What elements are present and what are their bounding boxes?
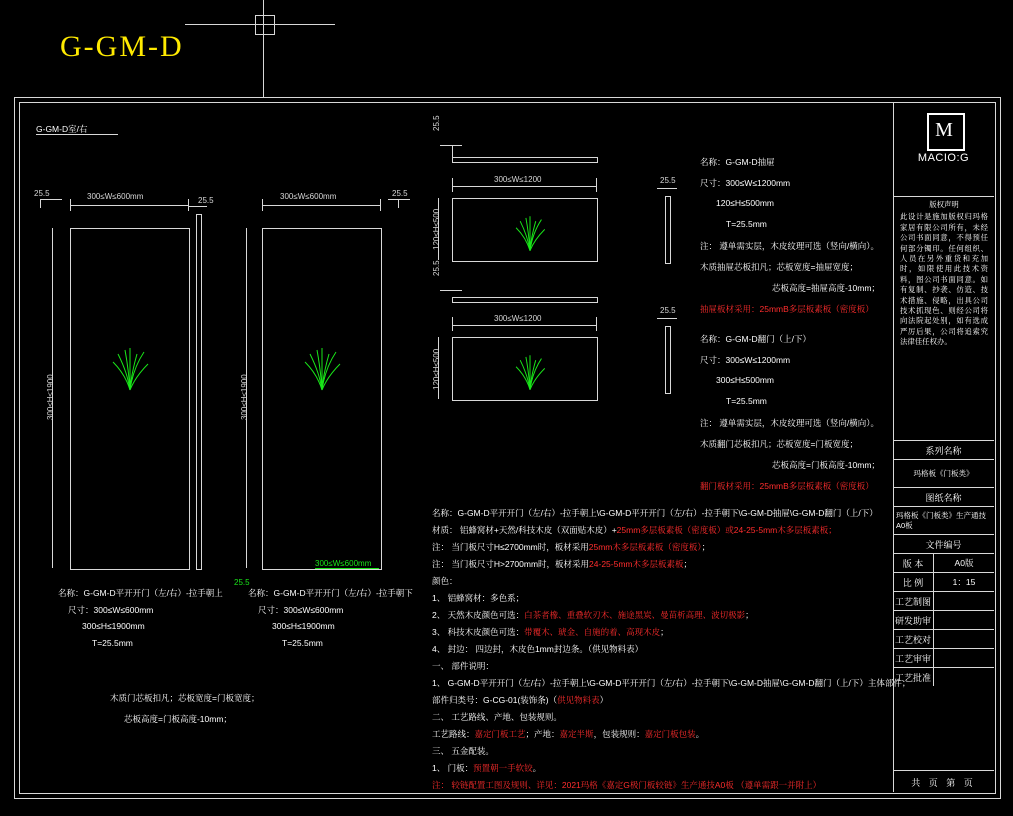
door-view-1-thickness: T=25.5mm [92, 638, 133, 648]
spec-note-segment: 白茶者橡、重叠软刃木、施途黑炭、曼苗析高理、波切极影 [524, 610, 746, 620]
page-title: G-GM-D [60, 30, 184, 63]
door-view-2-width-dim: 300≤W≤600mm [280, 192, 337, 201]
spec-note-line [432, 556, 910, 573]
flipdoor-side-edge-view [665, 326, 671, 394]
spec-note-segment: ； [701, 542, 711, 552]
title-block-row [893, 610, 994, 629]
drawer-side-tick [657, 188, 677, 189]
door-view-1-ext-left [70, 199, 71, 211]
wood-grain-motif-2 [300, 340, 344, 392]
door-view-1-size2: 300≤H≤1900mm [82, 621, 145, 631]
spec-note-line [432, 573, 910, 590]
title-block-row [893, 572, 994, 591]
spec-note-segment: 注： 当门板尺寸H≤2700mm时，板材采用 [432, 542, 589, 552]
spec-note-segment: 带覆木、琥金、自施的着、高现木皮 [524, 627, 661, 637]
title-block-row-label: 版 本 [893, 554, 934, 572]
wood-grain-motif-3 [512, 208, 548, 254]
title-block-row [893, 553, 994, 572]
drawer-width-ext-right [596, 178, 597, 192]
spec-note-segment: ； [660, 627, 669, 637]
spec-note-line [432, 658, 910, 675]
spec-note-segment: ；产地： [525, 729, 560, 739]
door-view-2-name: 名称：G-GM-D平开开门（左/右）-拉手朝下 [248, 588, 413, 598]
spec-note-line [432, 692, 910, 709]
drawer-edge-thickness-dim: 25.5 [432, 115, 441, 131]
door-view-2-thickness: T=25.5mm [282, 638, 323, 648]
drawer-block-name: 名称：G-GM-D抽屉 [700, 157, 775, 167]
page-count-row: 共 页 第 页 [893, 770, 994, 793]
title-block-heading: 系列名称 [893, 440, 994, 459]
door-view-2-tick-v [398, 199, 399, 208]
spec-note-line [432, 777, 910, 794]
spec-note-segment: 。 [532, 763, 542, 773]
flipdoor-block-note: 注： 遵单需实层，木皮纹理可选（竖向/横向）。 [700, 418, 879, 428]
door-view-1-size1: 尺寸：300≤W≤600mm [68, 605, 154, 615]
drawer-block-line1: 木质抽屉芯板扣凡；芯板宽度=抽屉宽度； [700, 262, 858, 272]
spec-note-segment: 名称：G-GM-D平开开门（左/右）-拉手朝上\G-GM-D平开开门（左/右）-拉手朝下\G-GM-D抽屉\G-GM-D翻门（上/下） [432, 508, 878, 518]
title-block-row-label: 工艺校对 [893, 630, 934, 648]
left-note-1: 木质门芯板扣凡；芯板宽度=门板宽度； [110, 693, 260, 703]
spec-note-segment: 1、 G-GM-D平开开门（左/右）-拉手朝上\G-GM-D平开开门（左/右）-拉手朝下\G-GM-D抽屉\G-GM-D翻门（上/下）主体部件； [432, 678, 911, 688]
spec-note-line [432, 760, 910, 777]
spec-note-segment: 材质： 铝蜂窝材+天然/科技木皮（双面贴木皮）+ [432, 525, 617, 535]
spec-note-line [432, 539, 910, 556]
title-block-divider-1 [893, 196, 994, 197]
legal-notice-body: 此设计是施加版权归玛格家居有限公司所有，未经公司书面同意，不得预任何部分镯印。任何组织、人员在另外重货和充加时，如限使用此技术资料，图公司书面同意。如有复制、抄袭、仿造、技术措施、侵略，出具公司技术抓现色、则经公司将向法院起处别，如有选成严厉后果，公司将追索究法律佳任权办。 [900, 212, 988, 347]
flipdoor-block-name: 名称：G-GM-D翻门（上/下） [700, 334, 811, 344]
door-view-2-tick-top [388, 199, 410, 200]
title-block-row-label: 工艺批准 [893, 668, 934, 686]
flipdoor-side-thickness-dim: 25.5 [660, 306, 676, 315]
spec-note-segment: ） [599, 695, 609, 705]
door-edge-dim-tick [189, 206, 207, 207]
door-view-1-ext-right [188, 199, 189, 211]
door-view-1-tick-v [40, 199, 41, 208]
spec-note-segment: 1、 门板： [432, 763, 474, 773]
door-view-2-outline [262, 228, 382, 570]
spec-note-segment: 。 [695, 729, 705, 739]
spec-note-segment: 嘉定门板工艺 [474, 729, 526, 739]
spec-note-segment: 二、 工艺路线、产地、包装规则。 [432, 712, 562, 722]
flipdoor-block-line2: 芯板高度=门板高度-10mm； [772, 460, 880, 470]
drawer-edge-view-outline [452, 157, 598, 163]
drawer-edge-tick [440, 145, 462, 146]
spec-note-line [432, 726, 910, 743]
spec-note-segment: 注： 当门板尺寸H>2700mm时，板材采用 [432, 559, 590, 569]
spec-note-line [432, 743, 910, 760]
spec-note-line [432, 624, 910, 641]
spec-note-line [432, 590, 910, 607]
title-block-row-value[interactable]: 1：15 [952, 577, 976, 587]
registration-mark-box [255, 15, 275, 35]
wood-grain-motif-1 [108, 340, 152, 392]
flipdoor-height-dim: 120≤H≤500 [432, 348, 441, 390]
spec-note-line [432, 641, 910, 658]
spec-note-segment: 三、 五金配装。 [432, 746, 494, 756]
spec-note-segment: 嘉定门板包装 [644, 729, 696, 739]
door-view-2-thickness-dim: 25.5 [392, 189, 408, 198]
door-view-1-width-dim: 300≤W≤600mm [87, 192, 144, 201]
drawer-width-dim-line [452, 186, 596, 187]
flipdoor-block-red-note: 翻门板材采用：25mmB多层板素板（密度板） [700, 481, 874, 491]
wood-grain-motif-4 [512, 347, 548, 393]
door-edge-view-outline [196, 214, 202, 570]
title-block-row-label: 研发助审 [893, 611, 934, 629]
title-block-row [893, 591, 994, 610]
title-block-row-label: 工艺制图 [893, 592, 934, 610]
spec-note-segment: 25mm木多层板素板（密度板） [588, 542, 702, 552]
title-block-heading: 图纸名称 [893, 487, 994, 506]
door-view-1-name: 名称：G-GM-D平开开门（左/右）-拉手朝上 [58, 588, 223, 598]
flipdoor-block-size1: 尺寸：300≤W≤1200mm [700, 355, 791, 365]
drawer-edge-ext-left [452, 145, 453, 157]
drawer-block-red-note: 抽屉板材采用：25mmB多层板素板（密度板） [700, 304, 874, 314]
spec-note-segment: 1、 铝蜂窝材：多色系； [432, 593, 525, 603]
door-view-1-tick-top [40, 199, 62, 200]
legal-notice-heading: 版权声明 [929, 200, 959, 209]
drawer-block-size1: 尺寸：300≤W≤1200mm [700, 178, 791, 188]
title-block-row-value[interactable]: A0版 [954, 558, 974, 568]
door-view-2-bottom-dim-line [315, 568, 379, 569]
spec-note-line [432, 505, 910, 522]
spec-note-segment: 颜色： [432, 576, 458, 586]
title-block-heading: 文件编号 [893, 534, 994, 553]
door-view-1-thickness-dim: 25.5 [34, 189, 50, 198]
spec-note-segment: 部件归类号：G-CG-01(装饰条)（ [432, 695, 558, 705]
legal-notice [900, 200, 988, 348]
door-view-1-outline [70, 228, 190, 570]
spec-note-segment: 供见物料表 [557, 695, 600, 705]
door-view-2-bottom-width-dim: 300≤W≤600mm [315, 559, 372, 568]
flipdoor-side-tick [657, 318, 677, 319]
drawer-width-ext-left [452, 178, 453, 192]
title-block-row [893, 629, 994, 648]
spec-note-line [432, 675, 910, 692]
door-view-2-size2: 300≤H≤1900mm [272, 621, 335, 631]
drawer-width-dim: 300≤W≤1200 [494, 175, 542, 184]
spec-note-segment: ，包装规则： [593, 729, 645, 739]
door-view-2-dim-line-top [262, 205, 380, 206]
spec-note-segment: 3、 科技木皮颜色可选： [432, 627, 525, 637]
spec-note-segment: 24-25-5mm木多层板素板 [589, 559, 684, 569]
title-block-value[interactable]: 玛格板《门板类》生产通技A0板 [893, 506, 994, 534]
drawer-side-thickness-dim: 25.5 [660, 176, 676, 185]
flipdoor-edge-view-outline [452, 297, 598, 303]
brand-logo-letter: M [935, 119, 953, 141]
spec-note-segment: 注： 较链配置工图及规则、详见：2021玛格《嘉定G极门板较链》生产通技A0板 （遵单需跟一并附上） [432, 780, 822, 790]
spec-note-segment: 4、 封边： 四边封，木皮色1mm封边条。（供见物料表） [432, 644, 644, 654]
spec-note-segment: 嘉定半斯 [559, 729, 594, 739]
title-block-value[interactable]: 玛格板《门板类》 [893, 459, 994, 487]
spec-note-segment: 一、 部件说明： [432, 661, 494, 671]
flipdoor-edge-tick [440, 290, 462, 291]
drawer-block-thickness: T=25.5mm [726, 219, 767, 229]
specification-notes [432, 505, 910, 794]
flipdoor-block-thickness: T=25.5mm [726, 396, 767, 406]
title-block-row-label: 比 例 [893, 573, 934, 591]
drawer-height-dim: 120≤H≤500 [432, 208, 441, 250]
door-view-2-ext-right [380, 199, 381, 211]
spec-note-line [432, 607, 910, 624]
spec-note-segment: 或24-25-5mm木多层板素板； [725, 525, 837, 535]
section-header: G-GM-D室/右 [36, 124, 88, 134]
title-block-table [893, 440, 994, 686]
flipdoor-block-size2: 300≤H≤500mm [716, 375, 774, 385]
flipdoor-width-dim-line [452, 325, 596, 326]
spec-note-line [432, 709, 910, 726]
title-block-row-label: 工艺审审 [893, 649, 934, 667]
flipdoor-edge-thickness-dim: 25.5 [432, 260, 441, 276]
door-view-1-height-dim: 300≤H≤1900 [46, 374, 55, 420]
brand-logo-text: MACIO:G [917, 152, 970, 164]
door-view-2-ext-left [262, 199, 263, 211]
spec-note-segment: ； [683, 559, 693, 569]
spec-note-segment: 预置朝一手软铰 [473, 763, 533, 773]
door-view-2-bottom-thickness-dim: 25.5 [234, 578, 250, 587]
spec-note-segment: 25mm多层板素板（密度板） [616, 525, 726, 535]
flipdoor-block-line1: 木质翻门芯板扣凡；芯板宽度=门板宽度； [700, 439, 858, 449]
door-edge-thickness-dim: 25.5 [198, 196, 214, 205]
title-block-row [893, 667, 994, 686]
title-block-row [893, 648, 994, 667]
drawer-block-note: 注： 遵单需实层，木皮纹理可选（竖向/横向）。 [700, 241, 879, 251]
flipdoor-width-ext-right [596, 317, 597, 331]
door-view-1-dim-line-top [70, 205, 188, 206]
drawer-block-size2: 120≤H≤500mm [716, 198, 774, 208]
left-note-2: 芯板高度=门板高度-10mm； [124, 714, 232, 724]
spec-note-segment: ； [745, 610, 754, 620]
section-header-underline [36, 134, 118, 135]
spec-note-segment: 工艺路线： [432, 729, 475, 739]
drawer-block-line2: 芯板高度=抽屉高度-10mm； [772, 283, 880, 293]
spec-note-segment: 2、 天然木皮颜色可选： [432, 610, 525, 620]
drawer-side-edge-view [665, 196, 671, 264]
door-view-2-size1: 尺寸：300≤W≤600mm [258, 605, 344, 615]
spec-note-line [432, 522, 910, 539]
flipdoor-width-ext-left [452, 317, 453, 331]
flipdoor-width-dim: 300≤W≤1200 [494, 314, 542, 323]
door-view-2-height-dim: 300≤H≤1900 [240, 374, 249, 420]
